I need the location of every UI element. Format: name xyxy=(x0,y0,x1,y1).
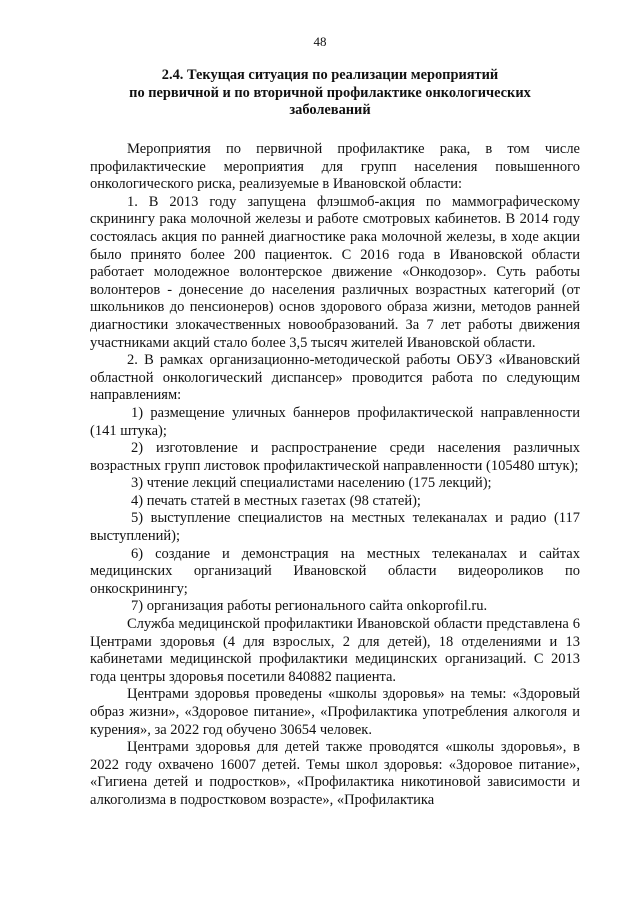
list-item-4: 4) печать статей в местных газетах (98 статей); xyxy=(131,492,421,509)
list-item-5: 5) выступление специалистов на местных телеканалах и радио (117 выступлений); xyxy=(90,510,580,545)
paragraph-intro: Мероприятия по первичной профилактике рака, в том числе профилактические мероприятия для групп населения повышенного онкологического риска, реализуемые в Ивановской области: xyxy=(90,141,580,193)
list-item-7: 7) организация работы регионального сайта onkoprofil.ru. xyxy=(131,598,488,615)
paragraph-point-1: 1. В 2013 году запущена флэшмоб-акция по маммографическому скринингу рака молочной железы и работе смотровых кабинетов. В 2014 году состоялась акция по ранней диагностике рака молочной железы, в ходе акции было принято более 200 пациенток. С 2016 года в Ивановской области работает молодежное волонтерское движение «Онкодозор». Суть работы волонтеров - донесение до населения различных возрастных категорий (от школьников до пенсионеров) основ здорового образа жизни, методов ранней диагностики злокачественных новообразований. За 7 лет работы движения участниками акций стало более 3,5 тысяч жителей Ивановской области. xyxy=(90,193,580,351)
section-title-line-3: заболеваний xyxy=(289,102,371,119)
list-item-3: 3) чтение лекций специалистами населению (175 лекций); xyxy=(131,475,492,492)
paragraph-health-schools: Центрами здоровья проведены «школы здоровья» на темы: «Здоровый образ жизни», «Здоровое питание», «Профилактика употребления алкоголя и курения», за 2022 год обучено 30654 человек. xyxy=(90,686,580,738)
page-number: 48 xyxy=(313,34,327,49)
paragraph-prevention-service: Служба медицинской профилактики Ивановской области представлена 6 Центрами здоровья (4 для взрослых, 2 для детей), 18 отделениями и 13 кабинетами медицинской профилактики медицинских организаций. С 2013 года центры здоровья посетили 840882 пациента. xyxy=(90,616,580,685)
paragraph-children-health-schools: Центрами здоровья для детей также проводятся «школы здоровья», в 2022 году охвачено 16007 детей. Темы школ здоровья: «Здоровое питание», «Гигиена детей и подростков», «Профилактика никотиновой зависимости и алкоголизма в подростковом возрасте», «Профилактика xyxy=(90,739,580,808)
section-title xyxy=(120,67,540,120)
paragraph-point-2: 2. В рамках организационно-методической работы ОБУЗ «Ивановский областной онкологический диспансер» проводится работа по следующим направлениям: xyxy=(90,352,580,404)
list-item-1: 1) размещение уличных баннеров профилактической направленности (141 штука); xyxy=(90,404,580,439)
section-title-line-1: 2.4. Текущая ситуация по реализации мероприятий xyxy=(161,67,499,83)
list-item-2: 2) изготовление и распространение среди населения различных возрастных групп листовок профилактической направленности (105480 штук); xyxy=(90,440,580,474)
body-text xyxy=(90,141,580,810)
section-title-line-2: по первичной и по вторичной профилактике онкологических xyxy=(129,84,531,101)
list-item-6: 6) создание и демонстрация на местных телеканалах и сайтах медицинских организаций Ивановской области видеороликов по онкоскринингу; xyxy=(90,545,580,597)
